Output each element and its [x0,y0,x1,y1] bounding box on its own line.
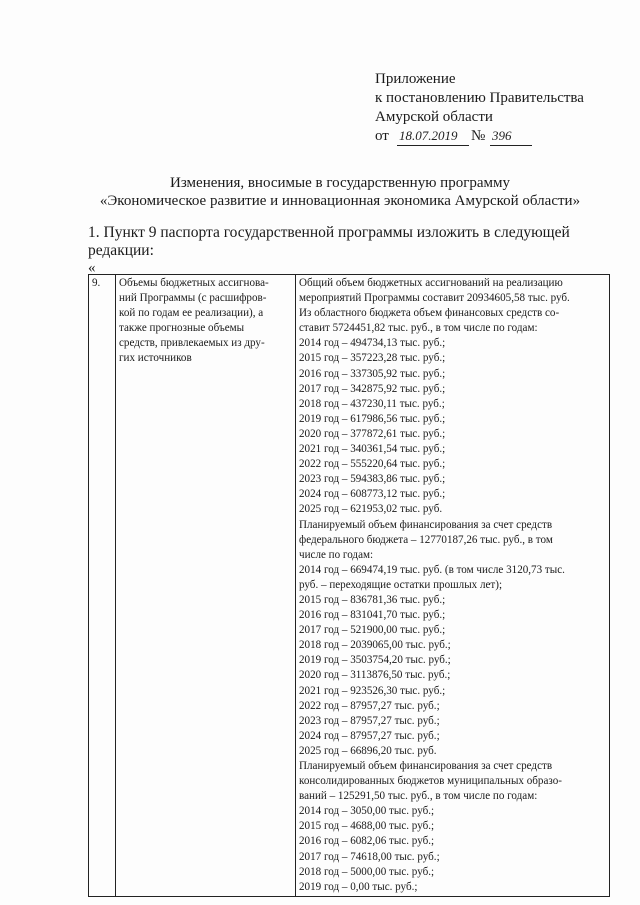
document-title-line-2: «Экономическое развитие и инновационная экономика Амурской области» [99,193,581,209]
text-line: 2024 год – 87957,27 тыс. руб.; [299,729,440,742]
text-line: 2018 год – 5000,00 тыс. руб.; [299,865,435,878]
text-line: 2020 год – 3113876,50 тыс. руб.; [299,669,451,682]
text-line: 2019 год – 3503754,20 тыс. руб.; [299,654,451,667]
text-line: Общий объем бюджетных ассигнований на реализацию [299,277,563,289]
text-line: федерального бюджета – 12770187,26 тыс. руб., в том [299,533,553,546]
text-line: 2017 год – 74618,00 тыс. руб.; [299,850,440,863]
text-line: 2014 год – 3050,00 тыс. руб.; [299,805,435,818]
row-number: 9. [92,277,101,289]
text-line: мероприятий Программы составит 20934605,58 тыс. руб. [299,292,570,305]
text-line: ставит 5724451,82 тыс. руб., в том числе по годам: [299,322,538,335]
date-prefix: от [375,128,389,144]
text-line: Планируемый объем финансирования за счет средств [299,518,553,531]
text-line: руб. – переходящие остатки прошлых лет); [299,578,503,591]
text-line: Объемы бюджетных ассигнова- [119,277,269,289]
document-title-line-1: Изменения, вносимые в государственную программу [170,175,510,191]
text-line: также прогнозные объемы [119,322,245,335]
text-line: 2019 год – 0,00 тыс. руб.; [299,880,418,893]
text-line: 2015 год – 4688,00 тыс. руб.; [299,820,435,833]
text-line: консолидированных бюджетов муниципальных образо- [299,775,562,788]
text-line: 2016 год – 6082,06 тыс. руб.; [299,835,435,848]
text-line: 2025 год – 66896,20 тыс. руб. [299,744,437,757]
paragraph-line-2: редакции: [88,242,154,259]
text-line: кой по годам ее реализации), а [119,307,264,320]
number-sign: № [471,128,486,144]
text-line: 2023 год – 594383,86 тыс. руб.; [299,473,446,486]
handwritten-number: 396 [490,126,532,146]
text-line: Из областного бюджета объем финансовых средств со- [299,307,560,320]
text-line: 2023 год – 87957,27 тыс. руб.; [299,714,440,727]
appendix-date-number-row [375,127,584,146]
text-line: 2024 год – 608773,12 тыс. руб.; [299,488,446,501]
appendix-title: Приложение [375,71,456,87]
text-line: 2017 год – 342875,92 тыс. руб.; [299,382,446,395]
text-line: 2015 год – 357223,28 тыс. руб.; [299,352,446,365]
text-line: 2018 год – 437230,11 тыс. руб.; [299,397,445,410]
appendix-resolution-ref: к постановлению Правительства [375,90,584,106]
text-line: 2022 год – 555220,64 тыс. руб.; [299,458,446,471]
content-lines [299,276,606,895]
text-line: средств, привлекаемых из дру- [119,337,265,350]
funding-table [88,274,610,897]
text-line: 2015 год – 836781,36 тыс. руб.; [299,593,446,606]
text-line: 2022 год – 87957,27 тыс. руб.; [299,699,440,712]
text-line: 2021 год – 340361,54 тыс. руб.; [299,443,446,456]
content-cell [296,275,610,897]
text-line: 2017 год – 521900,00 тыс. руб.; [299,624,446,637]
text-line: 2016 год – 831041,70 тыс. руб.; [299,609,446,622]
label-cell [116,275,296,897]
appendix-block [375,70,584,146]
table-row [89,275,610,897]
paragraph-line-1: 1. Пункт 9 паспорта государственной программы изложить в следующей [88,224,570,241]
handwritten-date: 18.07.2019 [397,126,469,146]
text-line: 2025 год – 621953,02 тыс. руб. [299,503,443,516]
open-quote-mark: « [88,260,96,276]
label-lines [119,276,292,367]
text-line: числе по годам: [299,548,374,561]
text-line: 2014 год – 669474,19 тыс. руб. (в том числе 3120,73 тыс. [299,563,565,576]
text-line: 2019 год – 617986,56 тыс. руб.; [299,412,446,425]
text-line: 2021 год – 923526,30 тыс. руб.; [299,684,446,697]
appendix-region: Амурской области [375,109,493,125]
text-line: 2016 год – 337305,92 тыс. руб.; [299,367,446,380]
text-line: 2014 год – 494734,13 тыс. руб.; [299,337,446,350]
text-line: Планируемый объем финансирования за счет средств [299,760,553,772]
text-line: ний Программы (с расшифров- [119,292,267,305]
text-line: 2018 год – 2039065,00 тыс. руб.; [299,639,451,652]
text-line: 2020 год – 377872,61 тыс. руб.; [299,427,446,440]
text-line: ваний – 125291,50 тыс. руб., в том числе по годам: [299,790,538,803]
row-number-cell [89,275,116,897]
text-line: гих источников [119,352,192,365]
